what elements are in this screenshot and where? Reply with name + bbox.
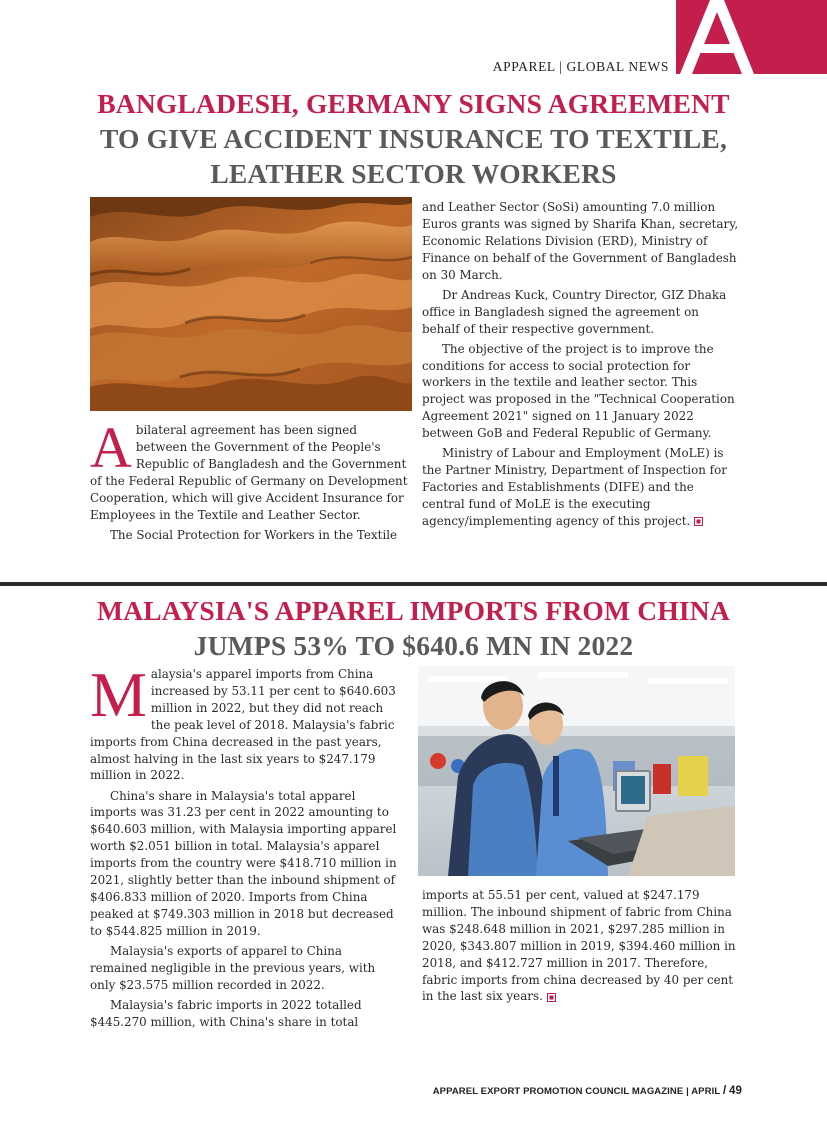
article-1-title-grey-line-2: LEATHER SECTOR WORKERS: [210, 158, 617, 189]
article-1-column-left: [90, 415, 408, 547]
article-2-column-left: [90, 659, 402, 1034]
article-2-title-red: MALAYSIA'S APPAREL IMPORTS FROM CHINA: [97, 595, 730, 626]
article-2-column-right: [422, 887, 740, 1009]
article-1-title-red: BANGLADESH, GERMANY SIGNS AGREEMENT: [97, 88, 730, 119]
article-end-square-icon: [547, 993, 556, 1002]
article-1-headline: [40, 86, 787, 191]
article-1-paragraph-3: Dr Andreas Kuck, Country Director, GIZ Dhaka office in Bangladesh signed the agreement on behalf of their respective government.: [422, 287, 727, 336]
article-end-square-icon: [694, 517, 703, 526]
section-divider: [0, 582, 827, 586]
article-2-paragraph-3: Malaysia's exports of apparel to China remained negligible in the previous years, with only $23.575 million recorded in 2022.: [90, 943, 376, 992]
article-1-column-right: [422, 199, 740, 533]
article-1-paragraph-4: The objective of the project is to improve the conditions for access to social protection for workers in the textile and leather sector. This project was proposed in the "Technical Cooperation Agreement 2021" signed on 11 January 2022 between GoB and Federal Republic of Germany.: [422, 341, 735, 441]
section-label: APPAREL | GLOBAL NEWS: [492, 59, 669, 74]
article-2-paragraph-4-start: Malaysia's fabric imports in 2022 totalled $445.270 million, with China's share in total: [90, 997, 362, 1029]
article-2-paragraph-2: China's share in Malaysia's total apparel imports was 31.23 per cent in 2022 amounting to $640.603 million, with Malaysia importing apparel worth $2.051 billion in total. Malaysia's apparel imports from the country were $418.710 million in 2021, slightly better than the inbound shipment of $406.833 million of 2020. Imports from China peaked at $749.303 million in 2018 but decreased to $544.825 million in 2019.: [90, 788, 397, 938]
footer-month: APRIL: [691, 1086, 721, 1097]
article-1-paragraph-5: Ministry of Labour and Employment (MoLE) is the Partner Ministry, Department of Inspection for Factories and Establishments (DIFE) and the central fund of MoLE is the executing agency/implementing agency of this project.: [422, 446, 727, 528]
article-2-headline: [40, 593, 787, 663]
footer-slash: /: [722, 1083, 727, 1097]
article-2-dropcap: M: [90, 659, 147, 730]
page-number: 49: [729, 1085, 742, 1097]
article-1-paragraph-2-start: The Social Protection for Workers in the Textile: [110, 527, 398, 542]
article-1-paragraph-2-end: and Leather Sector (SoSi) amounting 7.0 million Euros grants was signed by Sharifa Khan, secretary, Economic Relations Division (ERD), Ministry of Finance on behalf of the Government of Bangladesh on 30 March.: [422, 200, 739, 282]
article-2-paragraph-4-end: imports at 55.51 per cent, valued at $247.179 million. The inbound shipment of fabric from China was $248.648 million in 2021, $297.285 million in 2020, $343.807 million in 2019, $394.460 million in 2018, and $412.727 million in 2017. Therefore, fabric imports from china decreased by 40 per cent in the last six years.: [422, 888, 736, 1004]
footer-separator: |: [686, 1086, 689, 1097]
page-footer: [433, 1083, 742, 1097]
leather-hides-photo: [90, 197, 412, 411]
article-1-dropcap: A: [90, 415, 132, 480]
article-2-title-grey: JUMPS 53% TO $640.6 MN IN 2022: [193, 630, 634, 661]
factory-workers-photo: [418, 666, 735, 876]
article-1-paragraph-1: bilateral agreement has been signed between the Government of the People's Republic of Bangladesh and the Government of the Federal Republic of Germany on Development Cooperation, which will give Accident Insurance for Employees in the Textile and Leather Sector.: [90, 423, 408, 522]
article-1-title-grey-line-1: TO GIVE ACCIDENT INSURANCE TO TEXTILE,: [99, 123, 728, 154]
corner-logo-tab: [676, 0, 827, 74]
article-2-paragraph-1: alaysia's apparel imports from China increased by 53.11 per cent to $640.603 million in 2022, but they did not reach the peak level of 2018. Malaysia's fabric imports from China decreased in the past years, almost halving in the last six years to $247.179 million in 2022.: [90, 667, 396, 783]
footer-magazine-name: APPAREL EXPORT PROMOTION COUNCIL MAGAZINE: [432, 1086, 684, 1097]
